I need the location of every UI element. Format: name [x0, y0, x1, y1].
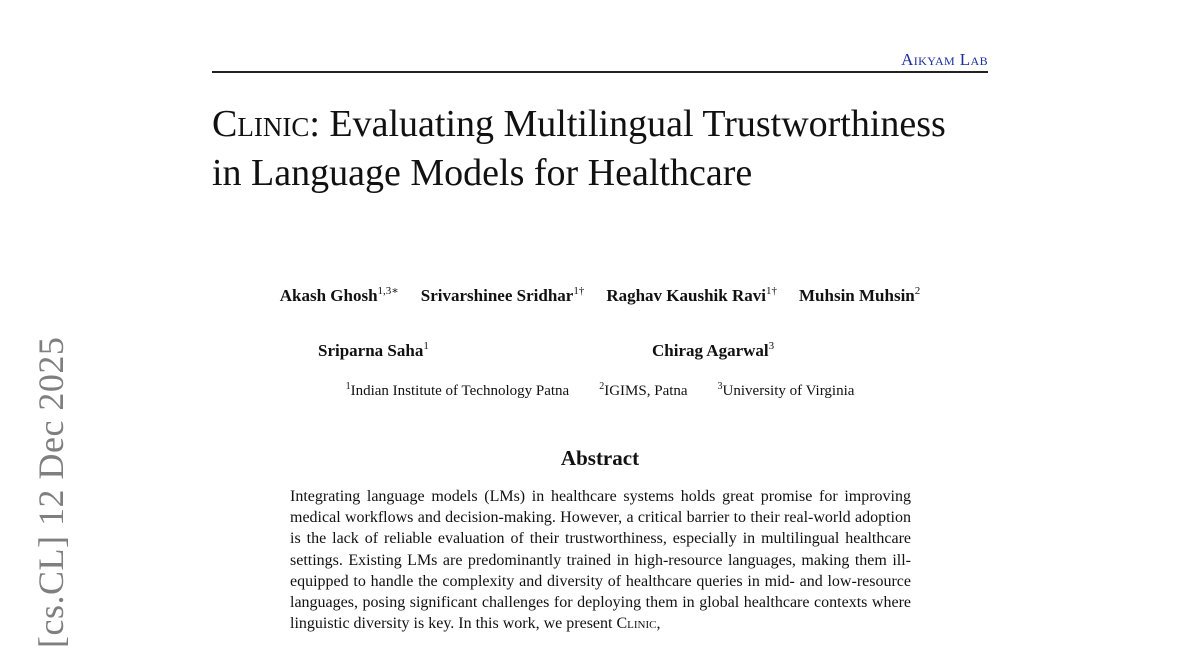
affiliation-mark: 3 [717, 381, 723, 392]
lab-header: Aikyam Lab [901, 50, 988, 69]
author-affil-mark: 3 [768, 340, 775, 352]
author-name: Muhsin Muhsin [799, 286, 915, 305]
affiliation-text: University of Virginia [722, 383, 855, 399]
author-affil-mark: 2 [914, 285, 921, 297]
affiliations [212, 383, 988, 400]
affiliation-text: Indian Institute of Technology Patna [350, 383, 570, 399]
author-affil-mark: 1† [573, 285, 585, 297]
affiliation-mark: 2 [599, 381, 605, 392]
author [280, 286, 399, 306]
author [606, 286, 777, 306]
author-affil-mark: 1 [423, 340, 429, 352]
author-name: Chirag Agarwal [652, 341, 769, 360]
affiliation-text: IGIMS, Patna [604, 383, 688, 399]
abstract-heading: Abstract [560, 446, 640, 470]
author [421, 286, 585, 306]
author-name: Sriparna Saha [318, 341, 424, 360]
abstract-text: Integrating language models (LMs) in healthcare systems holds great promise for improving medical workflows and decision-making. However, a critical barrier to their real-world adoption is the lack of reliable evaluation of their trustworthiness, especially in multilingual healthcare settings. Existing LMs are predominantly trained in high-resource languages, making them ill-equipped to handle the complexity and diversity of healthcare queries in mid- and low-resource languages, posing significant challenges for deploying them in global healthcare contexts where linguistic diversity is key. In this work, we present [290, 488, 911, 633]
author [799, 286, 920, 306]
author-affil-mark: 1,3∗ [377, 285, 399, 297]
authors-row-1 [212, 286, 988, 306]
affiliation [599, 383, 687, 400]
abstract-benchmark-name: Clinic, [616, 615, 661, 633]
title-rest: : Evaluating Multilingual Trustworthiness in Language Models for Healthcare [212, 103, 946, 194]
author-name: Srivarshinee Sridhar [420, 286, 574, 305]
arxiv-side-stamp: [cs.CL] 12 Dec 2025 [31, 336, 71, 648]
author-name: Raghav Kaushik Ravi [606, 286, 766, 305]
author [652, 341, 774, 361]
paper-title [212, 100, 972, 198]
affiliation [346, 383, 570, 400]
affiliation-mark: 1 [345, 381, 351, 392]
affiliation [718, 383, 855, 400]
title-benchmark-name: Clinic [212, 103, 310, 145]
header-rule [212, 71, 988, 73]
author-affil-mark: 1† [766, 285, 777, 297]
author-name: Akash Ghosh [279, 286, 378, 305]
abstract-body [290, 486, 911, 634]
author [318, 341, 429, 361]
